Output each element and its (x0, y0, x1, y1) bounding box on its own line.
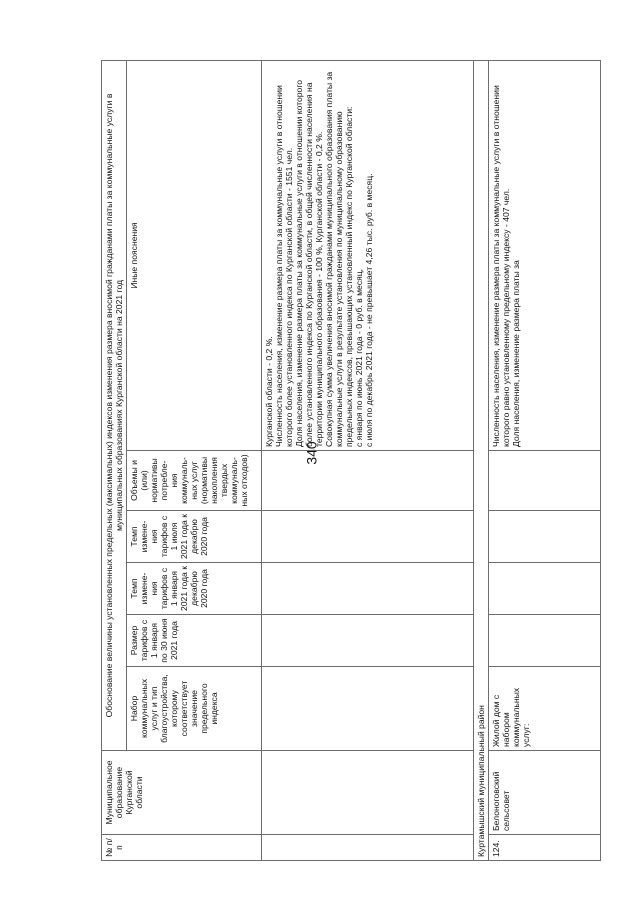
note-line: Курганской области - 0,2 %. (264, 336, 274, 447)
cell-empty (262, 615, 474, 667)
cell-empty (262, 563, 474, 615)
justification-table (101, 60, 601, 861)
header-municipality: Муниципальное образование Курганской области (102, 751, 262, 835)
row-number: 124. (489, 835, 601, 861)
header-number: № п/п (102, 835, 262, 861)
note-line: Совокупная сумма увеличения вносимой гражданами муниципального образования платы за коммунальные услуги в результате установления по муниципальному образованию предельных индексов, превышающих установленный индекс по Курганской области: (324, 71, 354, 447)
cell-empty (262, 835, 474, 861)
cell-empty (262, 511, 474, 563)
row-service-set: Жилой дом с набором коммунальных услуг: (489, 667, 601, 751)
header-tariff-size: Размер тарифов с 1 января по 30 июня 2021 года (127, 615, 262, 667)
header-service-set: Набор коммунальных услуг и тип благоустройства, которому соответствует значение предельного индекса (127, 667, 262, 751)
page-number: 340 (303, 441, 320, 465)
row-municipality: Белоноговский сельсовет (489, 751, 601, 835)
cell-empty (262, 751, 474, 835)
cell-empty (489, 615, 601, 667)
cell-empty (489, 511, 601, 563)
district-row: Куртамышский муниципальный район (474, 60, 489, 860)
rotated-table-container (101, 61, 596, 861)
header-rate-january: Темп измене-ния тарифов с 1 января 2021 года к декабрю 2020 года (127, 563, 262, 615)
continuation-notes (262, 60, 474, 450)
note-line: с июля по декабрь 2021 года - не превышает 4,26 тыс. руб. в месяц. (364, 173, 374, 447)
cell-empty (489, 451, 601, 511)
header-rate-july: Темп измене-ния тарифов с 1 июля 2021 года к декабрю 2020 года (127, 511, 262, 563)
note-line: Численность населения, изменение размера платы за коммунальные услуги в отношении которого равно установленному предельному индексу - 407 чел. (491, 85, 511, 447)
header-notes: Иные пояснения (127, 60, 262, 450)
header-volumes: Объемы и (или) нормативы потребле-ния коммуналь-ных услуг (нормативы накопления твердых коммуналь-ных отходов) (127, 451, 262, 511)
note-line: с января по июнь 2021 года - 0 руб. в месяц, (354, 268, 364, 447)
cell-empty (262, 451, 474, 511)
note-line: Доля населения, изменение размера платы за (511, 260, 521, 447)
header-main-title: Обоснование величины установленных предельных (максимальных) индексов изменения размера вносимой гражданами платы за коммунальные услуги в муниципальных образованиях Курганской области на 2021 год (102, 60, 127, 750)
row-notes (489, 60, 601, 450)
note-line: Численность населения, изменение размера платы за коммунальные услуги в отношении которого более установленного индекса по Курганской области - 1551 чел. (274, 85, 294, 447)
cell-empty (489, 563, 601, 615)
cell-empty (262, 667, 474, 751)
note-line: Доля населения, изменение размера платы за коммунальные услуги в отношении которого более установленного индекса по Курганской области, в общей численности населения на территории муниципального образования - 100 %, Курганской области - 0,2 %. (294, 79, 324, 447)
